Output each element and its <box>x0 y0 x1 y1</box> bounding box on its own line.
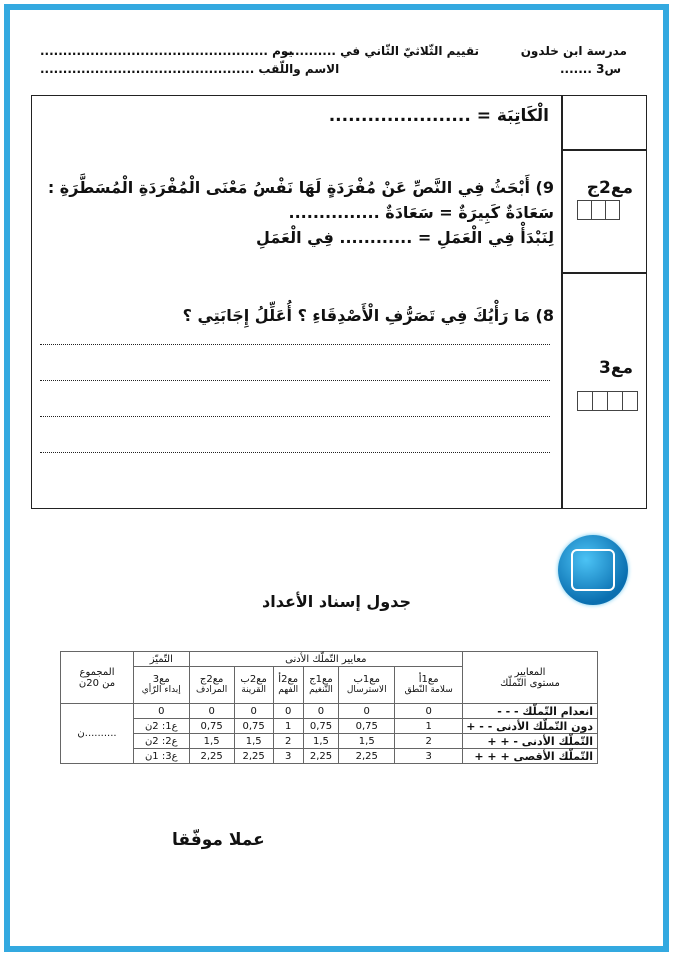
q9-score-label: مع2ج <box>586 178 633 198</box>
section-divider <box>561 272 647 274</box>
closing-text: عملا موفّقا <box>172 830 265 850</box>
total-header: المجموع من 20ن <box>61 652 134 704</box>
min-criteria-header: معايير التّملّك الأدنى <box>189 652 462 667</box>
grading-table <box>60 651 598 764</box>
answer-line[interactable] <box>40 416 550 417</box>
score-column-divider <box>561 95 563 509</box>
table-row: دون التّملّك الأدنى - - + 1 0,75 0,75 1 0,75 0,75 ع1: 2ن <box>61 719 598 734</box>
q8-score-boxes <box>578 391 638 411</box>
section-divider <box>561 149 647 151</box>
q9-title: 9) أَبْحَثُ فِي النَّصِّ عَنْ مُفْرَدَةٍ لَهَا نَفْسُ مَعْنَى الْمُفْرَدَةِ الْمُسَطَّرَةِ : <box>47 178 554 197</box>
class-field: س3 ....... <box>559 62 621 76</box>
column-header: مع2ب القرينة <box>234 667 273 704</box>
writing-label: الْكَاتِبَة = ...................... <box>328 106 549 126</box>
column-header: مع2أ الفهم <box>273 667 303 704</box>
table-row: التّملّك الأدنى - + + 2 1,5 1,5 2 1,5 1,5 ع2: 2ن <box>61 734 598 749</box>
q9-line2: لِنَبْدَأْ فِي الْعَمَلِ = ............ فِي الْعَمَلِ <box>256 228 554 247</box>
answer-line[interactable] <box>40 344 550 345</box>
column-header: مع1أ سلامة النّطق <box>395 667 463 704</box>
column-header: مع3 إبداء الرّأي <box>134 667 190 704</box>
school-name: مدرسة ابن خلدون <box>520 44 627 58</box>
q8-score-label: مع3 <box>599 358 633 378</box>
day-field: يوم .................................................. <box>40 44 293 58</box>
answer-line[interactable] <box>40 380 550 381</box>
answer-area <box>31 95 647 509</box>
school-logo-icon <box>558 535 628 605</box>
column-header: مع1ج التّنغيم <box>303 667 338 704</box>
excellence-header: التّميّز <box>134 652 190 667</box>
table-row: انعدام التّملّك - - - 0 0 0 0 0 0 0 ..........ن <box>61 704 598 719</box>
column-header: مع2ج المرادف <box>189 667 234 704</box>
q9-line1: سَعَادَةٌ كَبِيرَةٌ = سَعَادَةٌ ............... <box>288 203 554 222</box>
q9-score-boxes <box>578 200 620 220</box>
column-header: مع1ب الاسترسال <box>339 667 395 704</box>
answer-line[interactable] <box>40 452 550 453</box>
criteria-header: المعايير مستوى التّملّك <box>463 652 598 704</box>
table-row: التّملّك الأقصى + + + 3 2,25 2,25 3 2,25 2,25 ع3: 1ن <box>61 749 598 764</box>
name-field: الاسم واللّقب ............................................... <box>40 62 340 76</box>
q8-title: 8) مَا رَأْيُكَ فِي تَصَرُّفِ الْأَصْدِقَاءِ ؟ أُعَلِّلُ إِجَابَتِي ؟ <box>182 306 554 325</box>
total-cell: ..........ن <box>61 704 134 764</box>
exam-title: تقييم الثّلاثيّ الثّاني في ............ <box>281 44 479 58</box>
grading-title: جدول إسناد الأعداد <box>262 592 411 611</box>
